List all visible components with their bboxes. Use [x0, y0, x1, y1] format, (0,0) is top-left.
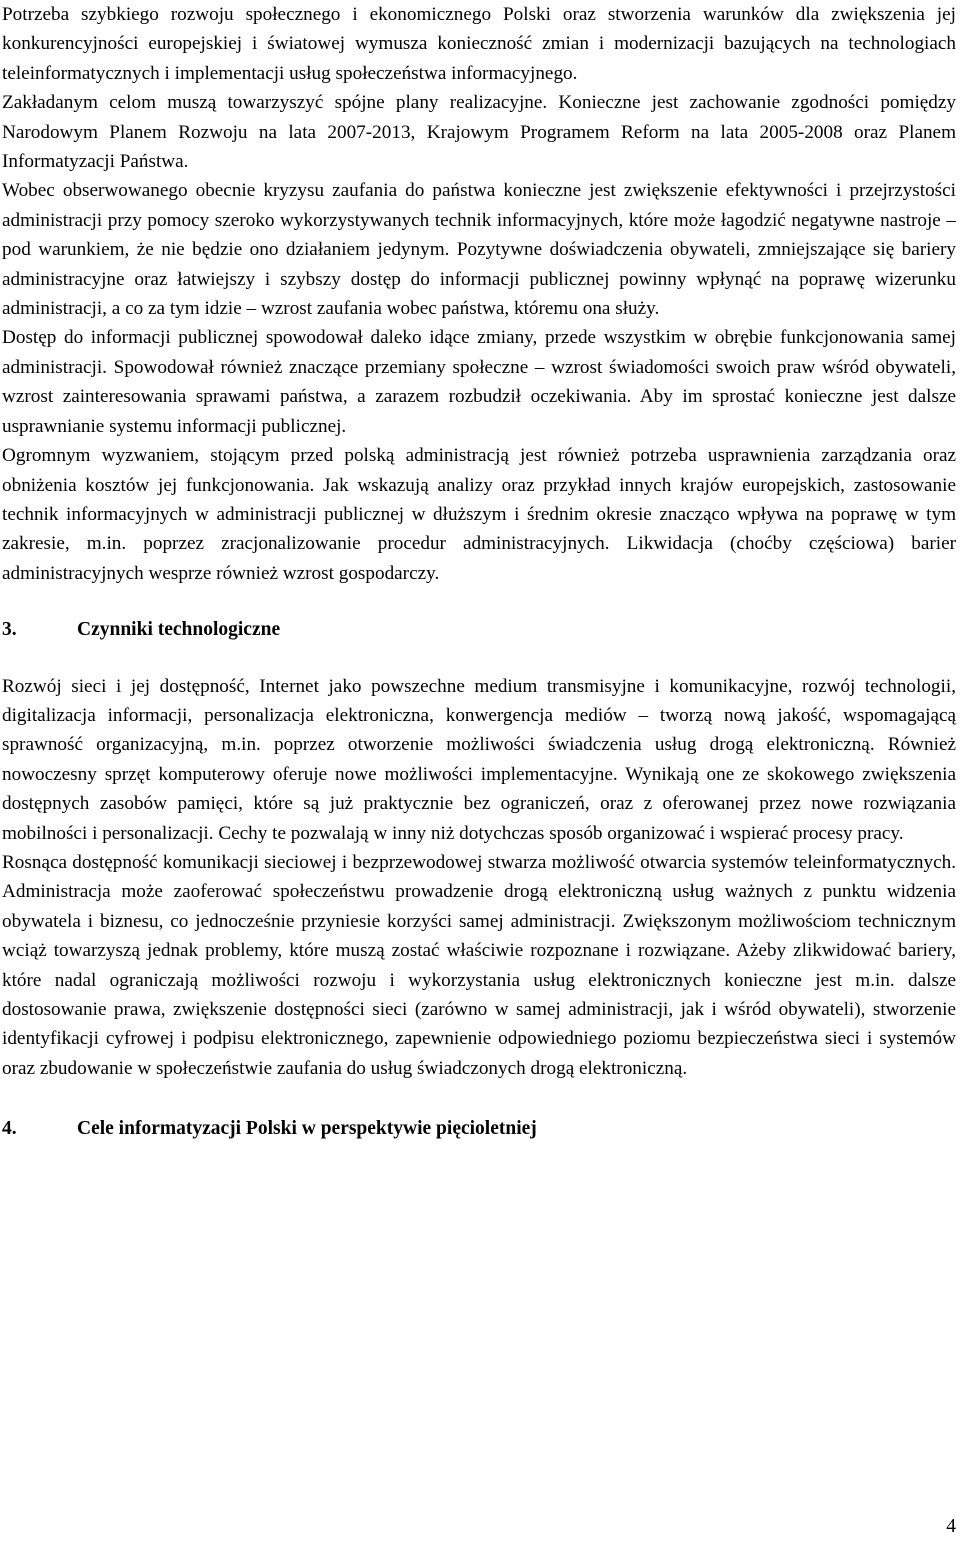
section-heading-goals	[2, 1114, 956, 1143]
page-number: 4	[946, 1516, 956, 1537]
paragraph-network-development: Rozwój sieci i jej dostępność, Internet jako powszechne medium transmisyjne i komunikacyjne, rozwój technologii, digitalizacja informacji, personalizacja elektroniczna, konwergencja mediów – tworzą nową jakość, wspomagającą sprawność organizacyjną, m.in. poprzez otworzenie możliwości świadczenia usług drogą elektroniczną. Również nowoczesny sprzęt komputerowy oferuje nowe możliwości implementacyjne. Wynikają one ze skokowego zwiększenia dostępnych zasobów pamięci, które są już praktycznie bez ograniczeń, oraz z oferowanej przez nowe rozwiązania mobilności i personalizacji. Cechy te pozwalają w inny niż dotychczas sposób organizować i wspierać procesy pracy.	[2, 675, 956, 844]
paragraph-intro-need: Potrzeba szybkiego rozwoju społecznego i ekonomicznego Polski oraz stworzenia warunków dla zwiększenia jej konkurencyjności europejskiej i światowej wymusza konieczność zmian i modernizacji bazujących na technologiach teleinformatycznych i implementacji usług społeczeństwa informacyjnego.	[2, 4, 956, 84]
paragraph-network-access: Rosnąca dostępność komunikacji sieciowej i bezprzewodowej stwarza możliwość otwarcia systemów teleinformatycznych. Administracja może zaoferować społeczeństwu prowadzenie drogą elektroniczną usług ważnych z punktu widzenia obywatela i biznesu, co jednocześnie przyniesie korzyści samej administracji. Zwiększonym możliwościom technicznym wciąż towarzyszą jednak problemy, które muszą zostać właściwie rozpoznane i rozwiązane. Ażeby zlikwidować bariery, które nadal ograniczają możliwości rozwoju i wykorzystania usług elektronicznych konieczne jest m.in. dalsze dostosowanie prawa, zwiększenie dostępności sieci (zarówno w samej administracji, jak i wśród obywateli), stworzenie identyfikacji cyfrowej i podpisu elektronicznego, zapewnienie odpowiedniego poziomu bezpieczeństwa sieci i systemów oraz zbudowanie w społeczeństwie zaufania do usług świadczonych drogą elektroniczną.	[2, 851, 956, 1079]
paragraph-plans: Zakładanym celom muszą towarzyszyć spójne plany realizacyjne. Konieczne jest zachowanie zgodności pomiędzy Narodowym Planem Rozwoju na lata 2007-2013, Krajowym Programem Reform na lata 2005-2008 oraz Planem Informatyzacji Państwa.	[2, 92, 956, 173]
section-number: 4.	[2, 1118, 17, 1140]
paragraph-management: Ogromnym wyzwaniem, stojącym przed polską administracją jest również potrzeba usprawnienia zarządzania oraz obniżenia kosztów jej funkcjonowania. Jak wskazują analizy oraz przykład innych krajów europejskich, zastosowanie technik informacyjnych w administracji publicznej w dłuższym i średnim okresie znacząco wpływa na poprawę w tym zakresie, m.in. poprzez zracjonalizowanie procedur administracyjnych. Likwidacja (choćby częściowa) barier administracyjnych wesprze również wzrost gospodarczy.	[2, 445, 956, 584]
section-title: Czynniki technologiczne	[77, 619, 281, 641]
paragraph-public-information: Dostęp do informacji publicznej spowodował daleko idące zmiany, przede wszystkim w obrębie funkcjonowania samej administracji. Spowodował również znaczące przemiany społeczne – wzrost świadomości swoich praw wśród obywateli, wzrost zainteresowania sprawami państwa, a zarazem rozbudził oczekiwania. Aby im sprostać konieczne jest dalsze usprawnianie systemu informacji publicznej.	[2, 327, 956, 437]
section-title: Cele informatyzacji Polski w perspektywie pięcioletniej	[77, 1118, 537, 1140]
paragraph-trust: Wobec obserwowanego obecnie kryzysu zaufania do państwa konieczne jest zwiększenie efektywności i przejrzystości administracji przy pomocy szeroko wykorzystywanych technik informacyjnych, które może łagodzić negatywne nastroje – pod warunkiem, że nie będzie ono działaniem jedynym. Pozytywne doświadczenia obywateli, zmniejszające się bariery administracyjne oraz łatwiejszy i szybszy dostęp do informacji publicznej powinny wpłynąć na poprawę wizerunku administracji, a co za tym idzie – wzrost zaufania wobec państwa, któremu ona służy.	[2, 180, 956, 320]
section-number: 3.	[2, 619, 17, 641]
section-heading-technology	[2, 615, 956, 644]
document-page	[2, 0, 956, 1144]
